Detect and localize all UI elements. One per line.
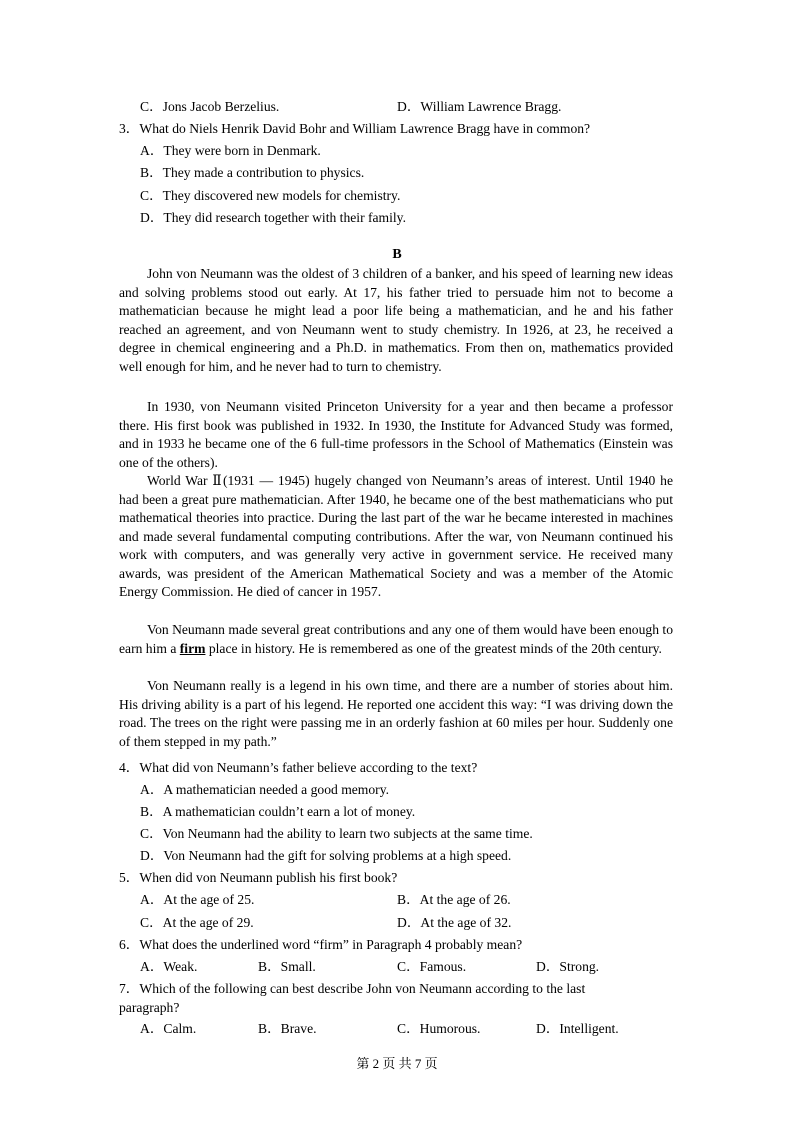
q7-option-c: C．Humorous. (397, 1021, 481, 1036)
paragraph-4-text-after: place in history. He is remembered as one of the greatest minds of the 20th century. (205, 640, 662, 656)
q5-option-b: B．At the age of 26. (397, 892, 511, 907)
q7-stem-line-1: 7．Which of the following can best describe John von Neumann according to the last (119, 981, 586, 996)
q4-option-a: A．A mathematician needed a good memory. (140, 782, 390, 797)
q7-option-d: D．Intelligent. (536, 1021, 619, 1036)
passage-paragraph-5: Von Neumann really is a legend in his own time, and there are a number of stories about him. His driving ability is a part of his legend. He reported one accident this way: “I was driving down the road. The trees on the right were passing me in an orderly fashion at 60 miles per hour. Suddenly one of them stepped in my path.” (119, 678, 673, 749)
q5-stem: 5．When did von Neumann publish his first book? (119, 870, 398, 885)
q4-option-c: C．Von Neumann had the ability to learn two subjects at the same time. (140, 826, 533, 841)
q2-option-c: C．Jons Jacob Berzelius. (140, 99, 280, 114)
q6-option-b: B．Small. (258, 959, 316, 974)
passage-paragraph-1: John von Neumann was the oldest of 3 children of a banker, and his speed of learning new ideas and solving problems stood out early. At 17, his father tried to persuade him not to become a mathematician because he might lead a poor life being a mathematician, and he and his father reached an agreement, and von Neumann went to study chemistry. In 1926, at 23, he received a degree in chemical engineering and a Ph.D. in mathematics. From then on, mathematics provided well enough for him, and he never had to turn to chemistry. (119, 266, 673, 374)
q5-option-c: C．At the age of 29. (140, 915, 254, 930)
section-b-heading: B (392, 247, 402, 262)
q7-option-b: B．Brave. (258, 1021, 317, 1036)
q3-option-a: A．They were born in Denmark. (140, 143, 321, 158)
q3-option-b: B．They made a contribution to physics. (140, 165, 365, 180)
q5-option-d: D．At the age of 32. (397, 915, 512, 930)
q2-option-d: D．William Lawrence Bragg. (397, 99, 562, 114)
passage-paragraph-4 (119, 621, 673, 658)
q3-option-c: C．They discovered new models for chemistry. (140, 188, 401, 203)
q6-option-d: D．Strong. (536, 959, 600, 974)
q7-option-a: A．Calm. (140, 1021, 197, 1036)
q5-option-a: A．At the age of 25. (140, 892, 255, 907)
q6-option-c: C．Famous. (397, 959, 467, 974)
q7-stem-line-2: paragraph? (119, 1000, 180, 1015)
q6-option-a: A．Weak. (140, 959, 198, 974)
passage-paragraph-2: In 1930, von Neumann visited Princeton University for a year and then became a professor there. His first book was published in 1932. In 1930, the Institute for Advanced Study was formed, and in 1933 he became one of the 6 full-time professors in the School of Mathematics (Einstein was one of the others). (119, 399, 673, 470)
q4-option-d: D．Von Neumann had the gift for solving problems at a high speed. (140, 848, 512, 863)
passage-paragraph-3: World War Ⅱ(1931 — 1945) hugely changed von Neumann’s areas of interest. Until 1940 he had been a great pure mathematician. After 1940, he became one of the best mathematicians who put mathematical theories into practice. During the last part of the war he became interested in machines and made several fundamental computing contributions. After the war, von Neumann continued his work with computers, and was generally very active in government service. He received many awards, was president of the American Mathematical Society and was a member of the Atomic Energy Commission. He died of cancer in 1957. (119, 473, 673, 599)
q4-stem: 4．What did von Neumann’s father believe according to the text? (119, 760, 478, 775)
paragraph-4-text-before: Von Neumann made several great contributions and any one of them would have been enough to earn him a (119, 622, 673, 656)
q3-stem: 3．What do Niels Henrik David Bohr and William Lawrence Bragg have in common? (119, 121, 591, 136)
page-number-footer: 第 2 页 共 7 页 (356, 1056, 438, 1071)
q6-stem: 6．What does the underlined word “firm” in Paragraph 4 probably mean? (119, 937, 523, 952)
underlined-word-firm: firm (179, 640, 206, 656)
q4-option-b: B．A mathematician couldn’t earn a lot of money. (140, 804, 416, 819)
q3-option-d: D．They did research together with their family. (140, 210, 406, 225)
